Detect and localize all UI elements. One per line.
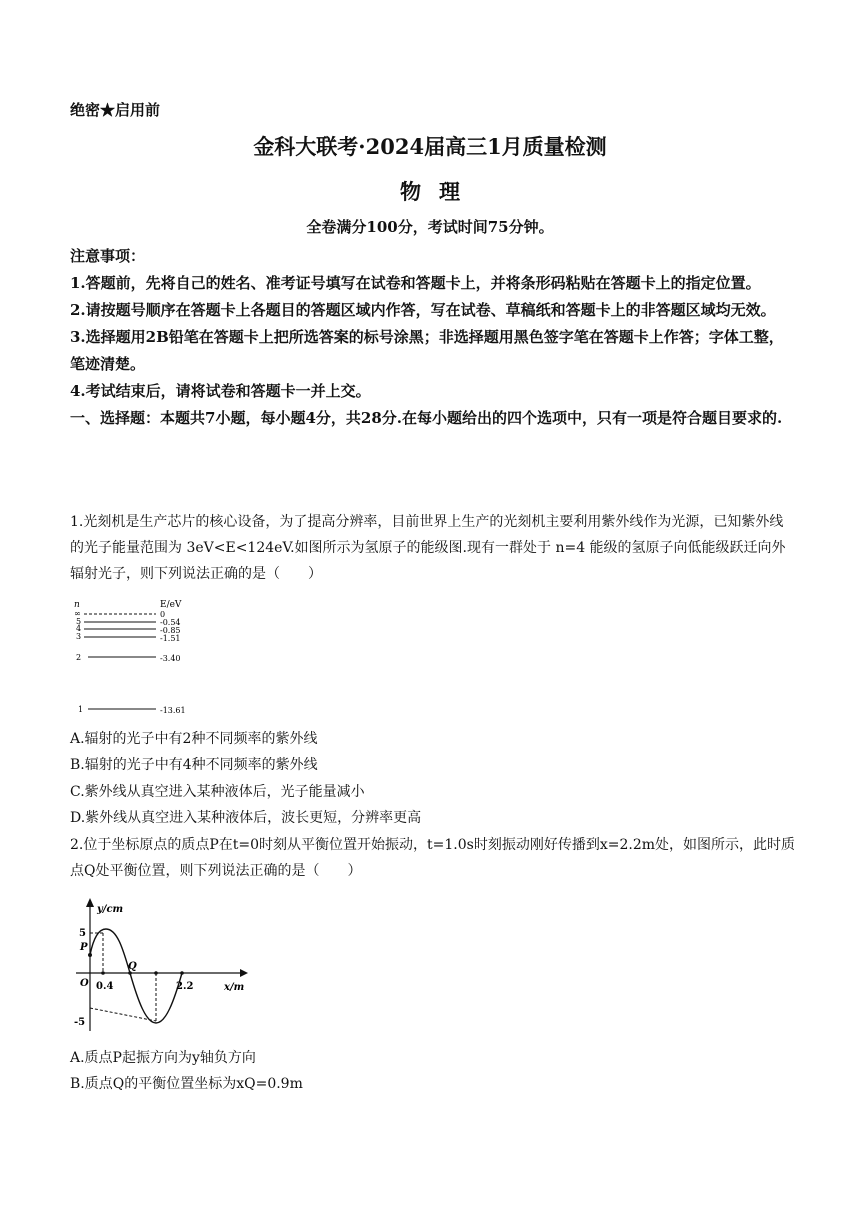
notes-section <box>70 243 795 432</box>
level-n-label: 1 <box>78 705 84 714</box>
level-e-label: -1.51 <box>160 634 181 643</box>
q2-option-b[interactable]: B.质点Q的平衡位置坐标为xQ=0.9m <box>70 1076 303 1092</box>
level-0 <box>74 609 165 619</box>
tick-marker <box>101 971 105 975</box>
level-n-label: 3 <box>76 632 82 641</box>
q1-option-d[interactable]: D.紫外线从真空进入某种液体后，波长更短，分辨率更高 <box>70 810 422 826</box>
level-e-label: -3.40 <box>160 654 181 663</box>
section-heading: 一、选择题：本题共7小题，每小题4分，共28分.在每小题给出的四个选项中，只有一项是符合题目要求的. <box>70 409 783 427</box>
y-axis-arrow <box>86 898 94 907</box>
notes-heading: 注意事项： <box>70 247 146 265</box>
energy-level-diagram <box>70 598 210 718</box>
q1-option-a[interactable]: A.辐射的光子中有2种不同频率的紫外线 <box>70 731 318 747</box>
level-n-label: 2 <box>76 653 82 662</box>
tick-label-5: 5 <box>79 928 86 939</box>
note-item: 4.考试结束后，请将试卷和答题卡一并上交。 <box>70 382 371 400</box>
level-n-label: ∞ <box>74 609 81 618</box>
x-axis-arrow <box>240 969 248 977</box>
e-header: E/eV <box>160 600 182 610</box>
question-1 <box>70 509 795 587</box>
level-n-label: 4 <box>76 624 82 633</box>
q1-option-c[interactable]: C.紫外线从真空进入某种液体后，光子能量减小 <box>70 784 365 800</box>
tick-label-minus-5: -5 <box>74 1017 86 1028</box>
wave-curve <box>90 929 182 1023</box>
tick-label-2.2: 2.2 <box>176 981 194 992</box>
exam-title: 金科大联考·2024届高三1月质量检测 <box>253 134 607 159</box>
q1-option-b[interactable]: B.辐射的光子中有4种不同频率的紫外线 <box>70 757 318 773</box>
level-e-label: -13.61 <box>160 706 186 715</box>
x-axis-label: x/m <box>224 982 245 993</box>
origin-label: O <box>80 978 89 989</box>
level-e-label: 0 <box>160 610 166 619</box>
question-2-stem: 2.位于坐标原点的质点P在t=0时刻从平衡位置开始振动，t=1.0s时刻振动刚好传播到x=2.2m处，如图所示，此时质点Q处平衡位置，则下列说法正确的是（ ） <box>70 837 796 879</box>
tick-label-0.4: 0.4 <box>96 981 114 992</box>
n-header: n <box>74 600 80 610</box>
question-1-stem: 1.光刻机是生产芯片的核心设备，为了提高分辨率，目前世界上生产的光刻机主要利用紫外线作为光源，已知紫外线的光子能量范围为 3eV<E<124eV.如图所示为氢原子的能级图.现有一群处于 n=4 能级的氢原子向低能级跃迁向外辐射光子，则下列说法正确的是（ ） <box>70 514 786 582</box>
question-2 <box>70 832 795 884</box>
point-q-label: Q <box>128 961 137 972</box>
y-axis-label: y/cm <box>97 904 124 915</box>
level-e-label: -0.85 <box>160 626 181 635</box>
note-item: 1.答题前，先将自己的姓名、准考证号填写在试卷和答题卡上，并将条形码粘贴在答题卡上的指定位置。 <box>70 274 761 292</box>
point-p-label: P <box>80 942 88 953</box>
level-n-label: 5 <box>76 617 82 626</box>
note-item: 3.选择题用2B铅笔在答题卡上把所选答案的标号涂黑；非选择题用黑色签字笔在答题卡上作答；字体工整，笔迹清楚。 <box>70 328 784 373</box>
exam-info: 全卷满分100分，考试时间75分钟。 <box>306 218 554 236</box>
wave-front-marker <box>180 971 184 975</box>
q2-option-a[interactable]: A.质点P起振方向为y轴负方向 <box>70 1050 256 1066</box>
note-item: 2.请按题号顺序在答题卡上各题目的答题区域内作答，写在试卷、草稿纸和答题卡上的非答题区域均无效。 <box>70 301 776 319</box>
subject-title: 物理 <box>400 179 478 204</box>
point-p-marker <box>88 953 92 957</box>
wave-diagram <box>70 895 255 1035</box>
confidential-label: 绝密★启用前 <box>70 101 161 119</box>
level-e-label: -0.54 <box>160 618 181 627</box>
tick-marker <box>154 971 158 975</box>
